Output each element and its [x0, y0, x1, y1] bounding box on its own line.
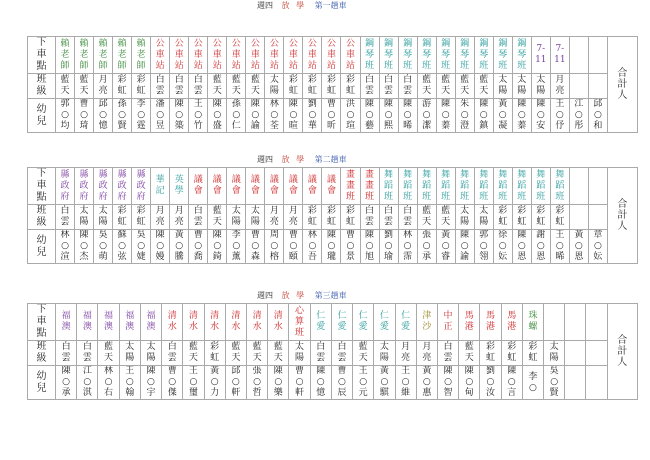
cell-cls: 月 亮: [94, 74, 113, 99]
cell-cls: 白 雲: [379, 205, 398, 230]
cell-stu: 邱 ○ 和: [588, 99, 607, 133]
cell-dest: 華 記: [151, 168, 170, 205]
row-label-stu: 幼 兒: [28, 366, 56, 400]
cell-stu: 林 ○ 右: [98, 366, 119, 400]
cell-dest: 舞 蹈 班: [379, 168, 398, 205]
cell-stu: 陳 ○ 瓏: [322, 230, 341, 264]
total-count-cell: 合 計 人: [607, 37, 637, 133]
cell-dest: 議 會: [265, 168, 284, 205]
cell-stu: 陳 ○ 諭: [455, 230, 474, 264]
cell-cls: 藍 天: [436, 205, 455, 230]
trip-3-table: [27, 303, 638, 400]
trip-2-number: 第二趟車: [314, 155, 347, 164]
row-label-dest: 下 車 點: [28, 168, 56, 205]
cell-stu: 曹 ○ 辰: [331, 366, 352, 400]
cell-dest: 公 車 站: [151, 37, 170, 74]
cell-cls: 藍 天: [459, 341, 480, 366]
cell-stu: 陳 ○ 杰: [75, 230, 94, 264]
cell-cls: 白 雲: [151, 74, 170, 99]
cell-cls: 太 陽: [75, 205, 94, 230]
cell-cls: [586, 341, 607, 366]
cell-stu: 劉 ○ 汝: [480, 366, 501, 400]
cell-stu: 劉 ○ 瑜: [379, 230, 398, 264]
cell-dest: 議 會: [322, 168, 341, 205]
cell-cls: 藍 天: [208, 205, 227, 230]
cell-stu: 黃 ○ 力: [204, 366, 225, 400]
cell-dest: 賴 老 師: [75, 37, 94, 74]
cell-cls: 彩 虹: [284, 74, 303, 99]
cell-stu: 曹 ○ 喬: [189, 230, 208, 264]
cell-stu: 邱 ○ 軒: [225, 366, 246, 400]
cell-cls: 藍 天: [436, 74, 455, 99]
trip-3-heading: [257, 290, 353, 301]
cell-cls: 白 雲: [189, 74, 208, 99]
cell-stu: 陳 ○ 蓁: [436, 99, 455, 133]
cell-cls: 月 亮: [395, 341, 416, 366]
cell-stu: 陳 ○ 盛: [208, 99, 227, 133]
cell-dest: 公 車 站: [246, 37, 265, 74]
cell-cls: 太 陽: [544, 341, 565, 366]
cell-stu: 曹 ○ 昕: [322, 99, 341, 133]
cell-cls: 白 雲: [360, 205, 379, 230]
row-label-cls: 班 級: [28, 74, 56, 99]
cell-dest: 馬 港: [501, 304, 522, 341]
trip-1-row-stu: [28, 99, 638, 133]
cell-dest: [565, 304, 586, 341]
cell-cls: 白 雲: [398, 205, 417, 230]
cell-stu: 陳 ○ 宇: [140, 366, 161, 400]
cell-stu: 陳 ○ 鎮: [474, 99, 493, 133]
cell-dest: 公 車 站: [227, 37, 246, 74]
cell-stu: 曹 ○ 軒: [289, 366, 310, 400]
cell-stu: 陳 ○ 憶: [310, 366, 331, 400]
cell-dest: 舞 蹈 班: [512, 168, 531, 205]
cell-cls: 白 雲: [310, 341, 331, 366]
cell-cls: 藍 天: [75, 74, 94, 99]
cell-stu: 黃 ○ 凝: [493, 99, 512, 133]
cell-cls: 藍 天: [417, 74, 436, 99]
cell-dest: 議 會: [189, 168, 208, 205]
cell-cls: 白 雲: [398, 74, 417, 99]
cell-cls: 藍 天: [246, 74, 265, 99]
cell-stu: 陳 ○ 蓁: [512, 99, 531, 133]
cell-stu: 陳 ○ 甸: [459, 366, 480, 400]
trip-1-number: 第一趟車: [314, 1, 347, 10]
cell-stu: 王 ○ 維: [395, 366, 416, 400]
cell-cls: 月 亮: [416, 341, 437, 366]
cell-cls: [588, 205, 607, 230]
trip-2-mid: 放 學: [281, 155, 307, 164]
cell-dest: 清 水: [225, 304, 246, 341]
trip-2-row-stu: [28, 230, 638, 264]
cell-stu: 陳 ○ 旭: [360, 230, 379, 264]
cell-stu: 陳 ○ 言: [501, 366, 522, 400]
cell-stu: 章 ○ 妘: [588, 230, 607, 264]
cell-cls: 太 陽: [512, 74, 531, 99]
cell-cls: 白 雲: [77, 341, 98, 366]
cell-stu: 王 ○ 伃: [550, 99, 569, 133]
trip-3-row-dest: [28, 304, 638, 341]
cell-dest: 福 澳: [56, 304, 77, 341]
row-label-stu: 幼 兒: [28, 99, 56, 133]
total-count-cell: 合 計 人: [607, 304, 637, 400]
cell-cls: 藍 天: [56, 74, 75, 99]
cell-stu: 郭 ○ 均: [56, 99, 75, 133]
cell-dest: 公 車 站: [265, 37, 284, 74]
cell-cls: 藍 天: [225, 341, 246, 366]
cell-cls: [569, 205, 588, 230]
cell-cls: 彩 虹: [512, 205, 531, 230]
cell-stu: 蘇 ○ 弦: [113, 230, 132, 264]
cell-stu: 陳 ○ 智: [437, 366, 458, 400]
cell-stu: 曹 ○ 森: [246, 230, 265, 264]
cell-dest: 縣 政 府: [56, 168, 75, 205]
cell-cls: 白 雲: [56, 205, 75, 230]
cell-cls: 白 雲: [437, 341, 458, 366]
cell-dest: 福 澳: [140, 304, 161, 341]
cell-stu: 王 ○ 竹: [189, 99, 208, 133]
cell-cls: 白 雲: [379, 74, 398, 99]
row-label-dest: 下 車 點: [28, 304, 56, 341]
trip-1-heading: [257, 0, 353, 11]
cell-dest: 舞 蹈 班: [436, 168, 455, 205]
cell-dest: [586, 304, 607, 341]
cell-dest: 公 車 站: [189, 37, 208, 74]
cell-dest: 福 澳: [77, 304, 98, 341]
cell-cls: 月 亮: [550, 74, 569, 99]
cell-cls: 藍 天: [246, 341, 267, 366]
cell-dest: 公 車 站: [303, 37, 322, 74]
cell-stu: 陳 ○ 熙: [379, 99, 398, 133]
cell-cls: 彩 虹: [341, 74, 360, 99]
cell-stu: 黃 ○ 恩: [569, 230, 588, 264]
cell-cls: 藍 天: [183, 341, 204, 366]
cell-dest: 鋼 琴 班: [398, 37, 417, 74]
cell-dest: 福 澳: [98, 304, 119, 341]
cell-stu: 吳 ○ 萌: [94, 230, 113, 264]
cell-dest: [588, 37, 607, 74]
cell-stu: 林 ○ 荃: [265, 99, 284, 133]
cell-cls: 月 亮: [170, 205, 189, 230]
cell-dest: 津 沙: [416, 304, 437, 341]
cell-dest: 鋼 琴 班: [379, 37, 398, 74]
cell-stu: 張 ○ 哲: [246, 366, 267, 400]
cell-dest: 畫 畫 班: [360, 168, 379, 205]
cell-dest: 舞 蹈 班: [474, 168, 493, 205]
cell-stu: 陳 ○ 恩: [512, 230, 531, 264]
cell-dest: 縣 政 府: [75, 168, 94, 205]
cell-dest: 7- 11: [550, 37, 569, 74]
cell-dest: 馬 港: [480, 304, 501, 341]
cell-stu: 游 ○ 潔: [417, 99, 436, 133]
cell-dest: 議 會: [246, 168, 265, 205]
cell-stu: 徐 ○ 妘: [493, 230, 512, 264]
cell-stu: 潘 ○ 昱: [151, 99, 170, 133]
cell-cls: 彩 虹: [303, 205, 322, 230]
cell-stu: 邱 ○ 憶: [94, 99, 113, 133]
cell-stu: 江 ○ 彤: [569, 99, 588, 133]
cell-dest: 賴 老 師: [56, 37, 75, 74]
cell-cls: 藍 天: [353, 341, 374, 366]
cell-cls: 白 雲: [360, 74, 379, 99]
cell-cls: 藍 天: [227, 74, 246, 99]
cell-dest: 畫 畫 班: [341, 168, 360, 205]
cell-cls: 彩 虹: [113, 74, 132, 99]
cell-cls: 太 陽: [140, 341, 161, 366]
cell-dest: 鋼 琴 班: [512, 37, 531, 74]
cell-cls: 太 陽: [531, 74, 550, 99]
cell-stu: 陳 ○ 樂: [268, 366, 289, 400]
cell-dest: 賴 老 師: [94, 37, 113, 74]
cell-cls: 彩 虹: [493, 205, 512, 230]
cell-cls: 藍 天: [98, 341, 119, 366]
cell-dest: 鋼 琴 班: [493, 37, 512, 74]
cell-stu: 黃 ○ 睿: [436, 230, 455, 264]
cell-cls: 白 雲: [331, 341, 352, 366]
cell-dest: 議 會: [208, 168, 227, 205]
cell-dest: 鋼 琴 班: [360, 37, 379, 74]
trip-2-table: [27, 167, 638, 264]
cell-stu: 林 ○ 渲: [56, 230, 75, 264]
cell-dest: 公 車 站: [208, 37, 227, 74]
cell-cls: 彩 虹: [132, 74, 151, 99]
cell-cls: 太 陽: [227, 205, 246, 230]
trip-2-row-cls: [28, 205, 638, 230]
cell-dest: 仁 愛: [374, 304, 395, 341]
trip-1-row-dest: [28, 37, 638, 74]
cell-cls: 太 陽: [94, 205, 113, 230]
trip-1-week: 週四: [257, 1, 273, 10]
cell-cls: 太 陽: [374, 341, 395, 366]
cell-cls: 白 雲: [162, 341, 183, 366]
cell-stu: 陳 ○ 承: [56, 366, 77, 400]
cell-stu: [586, 366, 607, 400]
trip-2-row-dest: [28, 168, 638, 205]
cell-dest: 福 澳: [119, 304, 140, 341]
cell-dest: 英 學: [170, 168, 189, 205]
cell-cls: [588, 74, 607, 99]
cell-stu: 王 ○ 翰: [119, 366, 140, 400]
cell-stu: 曹 ○ 琦: [75, 99, 94, 133]
trip-2-week: 週四: [257, 155, 273, 164]
cell-stu: 周 ○ 榕: [265, 230, 284, 264]
cell-stu: 陳 ○ 錡: [208, 230, 227, 264]
cell-stu: 吳 ○ 婕: [132, 230, 151, 264]
cell-dest: 鋼 琴 班: [455, 37, 474, 74]
cell-dest: 議 會: [284, 168, 303, 205]
cell-stu: 林 ○ 吾: [303, 230, 322, 264]
cell-dest: 縣 政 府: [113, 168, 132, 205]
cell-stu: 曹 ○ 頤: [284, 230, 303, 264]
cell-cls: 白 雲: [56, 341, 77, 366]
cell-cls: [565, 341, 586, 366]
cell-dest: 議 會: [227, 168, 246, 205]
cell-stu: 陳 ○ 嫚: [151, 230, 170, 264]
cell-cls: 太 陽: [474, 205, 493, 230]
cell-dest: 清 水: [204, 304, 225, 341]
cell-cls: 太 陽: [455, 205, 474, 230]
cell-stu: 朱 ○ 澄: [455, 99, 474, 133]
cell-dest: 仁 愛: [310, 304, 331, 341]
cell-cls: 彩 虹: [132, 205, 151, 230]
cell-cls: 彩 虹: [341, 205, 360, 230]
cell-cls: 藍 天: [417, 205, 436, 230]
cell-cls: 彩 虹: [501, 341, 522, 366]
cell-dest: [588, 168, 607, 205]
cell-stu: 王 ○ 璽: [183, 366, 204, 400]
cell-dest: 舞 蹈 班: [550, 168, 569, 205]
cell-cls: [569, 74, 588, 99]
cell-cls: 彩 虹: [322, 74, 341, 99]
cell-dest: 公 車 站: [322, 37, 341, 74]
cell-cls: 藍 天: [208, 74, 227, 99]
cell-dest: [569, 168, 588, 205]
cell-stu: 孫 ○ 仁: [227, 99, 246, 133]
cell-stu: 曹 ○ 傑: [162, 366, 183, 400]
cell-stu: 陳 ○ 晞: [398, 99, 417, 133]
cell-dest: 清 水: [268, 304, 289, 341]
cell-dest: 仁 愛: [331, 304, 352, 341]
cell-dest: 縣 政 府: [94, 168, 113, 205]
trip-3-row-cls: [28, 341, 638, 366]
cell-cls: 太 陽: [289, 341, 310, 366]
cell-cls: 彩 虹: [113, 205, 132, 230]
cell-cls: 白 雲: [189, 205, 208, 230]
trip-3-row-stu: [28, 366, 638, 400]
cell-cls: 太 陽: [265, 74, 284, 99]
cell-cls: 彩 虹: [322, 205, 341, 230]
cell-stu: 陳 ○ 築: [170, 99, 189, 133]
cell-cls: 彩 虹: [522, 341, 543, 366]
cell-cls: 彩 虹: [303, 74, 322, 99]
cell-stu: 江 ○ 淇: [77, 366, 98, 400]
trip-3-mid: 放 學: [281, 291, 307, 300]
trip-3-week: 週四: [257, 291, 273, 300]
cell-dest: 公 車 站: [341, 37, 360, 74]
cell-dest: 鋼 琴 班: [417, 37, 436, 74]
cell-dest: 舞 蹈 班: [417, 168, 436, 205]
cell-cls: 月 亮: [284, 205, 303, 230]
cell-stu: 陳 ○ 暄: [284, 99, 303, 133]
cell-stu: 黃 ○ 騏: [374, 366, 395, 400]
cell-stu: 吳 ○ 賢: [544, 366, 565, 400]
cell-stu: 張 ○ 承: [417, 230, 436, 264]
cell-dest: 舞 蹈 班: [531, 168, 550, 205]
cell-dest: 清 水: [162, 304, 183, 341]
cell-cls: 藍 天: [268, 341, 289, 366]
cell-cls: 白 雲: [170, 74, 189, 99]
cell-stu: 劉 ○ 華: [303, 99, 322, 133]
cell-cls: 月 亮: [151, 205, 170, 230]
cell-dest: [544, 304, 565, 341]
cell-stu: [565, 366, 586, 400]
cell-dest: 仁 愛: [353, 304, 374, 341]
trip-1-row-cls: [28, 74, 638, 99]
cell-cls: 彩 虹: [204, 341, 225, 366]
cell-stu: 曹 ○ 景: [341, 230, 360, 264]
cell-dest: 縣 政 府: [132, 168, 151, 205]
cell-dest: 7- 11: [531, 37, 550, 74]
cell-cls: 彩 虹: [550, 205, 569, 230]
cell-stu: 王 ○ 元: [353, 366, 374, 400]
cell-dest: 清 水: [183, 304, 204, 341]
cell-dest: 賴 老 師: [113, 37, 132, 74]
cell-dest: 舞 蹈 班: [493, 168, 512, 205]
cell-dest: 中 正: [437, 304, 458, 341]
cell-stu: 陳 ○ 藝: [360, 99, 379, 133]
cell-dest: 鋼 琴 班: [474, 37, 493, 74]
cell-dest: 舞 蹈 班: [398, 168, 417, 205]
cell-dest: 珠 螺: [522, 304, 543, 341]
trip-3-number: 第三趟車: [314, 291, 347, 300]
cell-cls: 太 陽: [493, 74, 512, 99]
cell-cls: 月 亮: [265, 205, 284, 230]
cell-cls: 彩 虹: [531, 205, 550, 230]
row-label-cls: 班 級: [28, 205, 56, 230]
cell-stu: 李 ○ 霆: [132, 99, 151, 133]
cell-stu: 郭 ○ 翎: [474, 230, 493, 264]
cell-dest: 公 車 站: [284, 37, 303, 74]
cell-dest: 議 會: [303, 168, 322, 205]
row-label-cls: 班 級: [28, 341, 56, 366]
cell-cls: 太 陽: [246, 205, 265, 230]
cell-cls: 太 陽: [119, 341, 140, 366]
cell-cls: 藍 天: [474, 74, 493, 99]
cell-stu: 陳 ○ 諭: [246, 99, 265, 133]
cell-stu: 洪 ○ 瑄: [341, 99, 360, 133]
total-count-cell: 合 計 人: [607, 168, 637, 264]
cell-stu: 黃 ○ 騰: [170, 230, 189, 264]
cell-stu: 李 ○ 薰: [227, 230, 246, 264]
row-label-dest: 下 車 點: [28, 37, 56, 74]
cell-stu: 林 ○ 霈: [398, 230, 417, 264]
cell-stu: 黃 ○ 惠: [416, 366, 437, 400]
cell-dest: 公 車 站: [170, 37, 189, 74]
cell-dest: 心 算 班: [289, 304, 310, 341]
trip-1-table: [27, 36, 638, 133]
cell-cls: 藍 天: [455, 74, 474, 99]
cell-dest: 賴 老 師: [132, 37, 151, 74]
cell-dest: [569, 37, 588, 74]
cell-stu: 王 ○ 晞: [550, 230, 569, 264]
cell-dest: 清 水: [246, 304, 267, 341]
cell-stu: 李 ○: [522, 366, 543, 400]
row-label-stu: 幼 兒: [28, 230, 56, 264]
cell-stu: 陳 ○ 安: [531, 99, 550, 133]
cell-dest: 仁 愛: [395, 304, 416, 341]
cell-cls: 彩 虹: [480, 341, 501, 366]
cell-dest: 馬 港: [459, 304, 480, 341]
trip-2-heading: [257, 154, 353, 165]
cell-stu: 孫 ○ 賢: [113, 99, 132, 133]
cell-stu: 謝 ○ 恩: [531, 230, 550, 264]
trip-1-mid: 放 學: [281, 1, 307, 10]
cell-dest: 鋼 琴 班: [436, 37, 455, 74]
cell-dest: 舞 蹈 班: [455, 168, 474, 205]
